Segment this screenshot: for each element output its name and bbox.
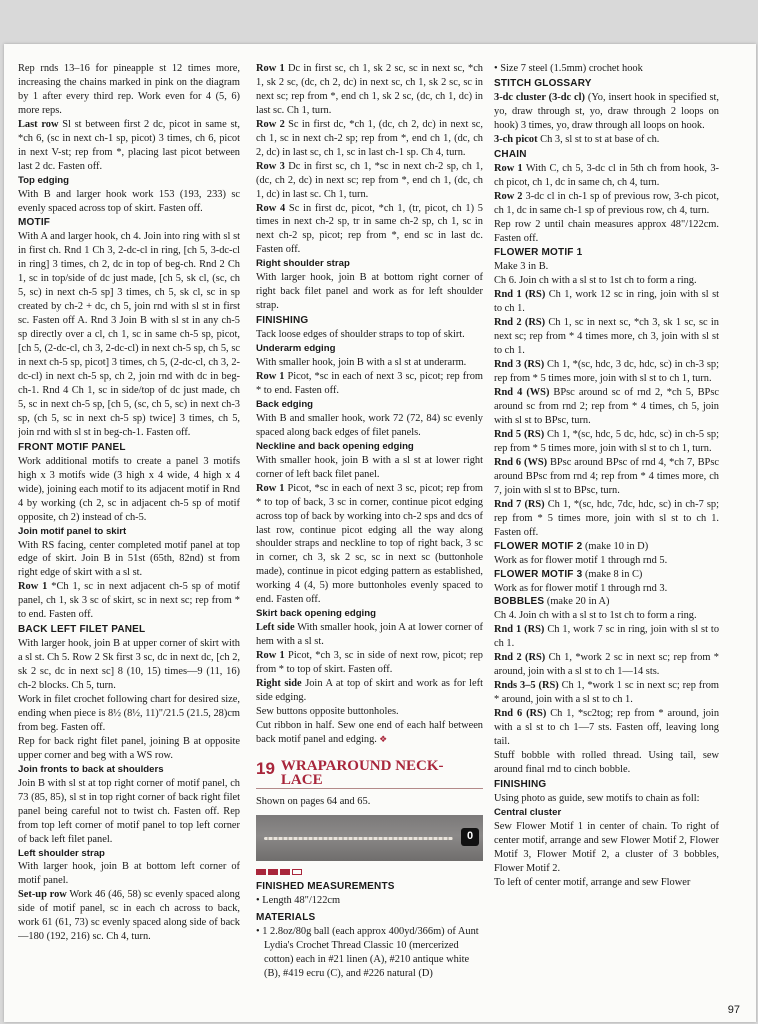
instruction-paragraph: Row 1 Picot, *sc in each of next 3 sc, picot; rep from * to end. Fasten off. — [256, 371, 483, 396]
instruction-paragraph: Rnd 4 (WS) BPsc around sc of rnd 2, *ch 5, BPsc around sc from rnd 2; rep from * 4 times, ch 5, join with sl st to BPsc, turn. — [494, 387, 719, 426]
instruction-paragraph: Rnd 2 (RS) Ch 1, *work 2 sc in next sc; rep from * around, join with a sl st to ch 1—14 sts. — [494, 652, 719, 678]
body-paragraph: Rep row 2 until chain measures approx 48"/122cm. Fasten off. — [494, 218, 719, 244]
body-paragraph: Using photo as guide, sew motifs to chain as foll: — [494, 792, 700, 804]
instruction-label: Rnd 6 (RS) — [494, 708, 547, 720]
body-paragraph: With smaller hook, join B with a sl st at underarm. — [256, 357, 467, 369]
end-mark-icon: ❖ — [376, 733, 388, 744]
body-paragraph: To left of center motif, arrange and sew Flower — [494, 876, 691, 888]
body-paragraph: Make 3 in B. — [494, 261, 549, 273]
project-title: WRAPAROUND NECK- LACE — [280, 757, 444, 788]
instruction-label: Rnd 1 (RS) — [494, 624, 545, 636]
instruction-paragraph: Row 3 Dc in first sc, ch 1, *sc in next ch-2 sp, ch 1, (dc, ch 2, dc) in next sc; rep from *, end ch 1, (dc, ch 1, dc) in last sc. Ch 1, turn. — [256, 160, 483, 200]
skill-level-indicator — [256, 869, 483, 875]
subsection-heading: Skirt back opening edging — [256, 608, 376, 620]
body-paragraph: Stuff bobble with rolled thread. Using tail, sew around final rnd to cinch bobble. — [494, 749, 719, 775]
instruction-paragraph: Rnd 6 (RS) Ch 1, *sc2tog; rep from * around, join with a sl st to ch 1—7 sts. Fasten off, leaving long tail. — [494, 708, 719, 748]
section-heading: MOTIF — [18, 217, 51, 229]
body-paragraph: With larger hook, join B at upper corner of skirt with a sl st. Ch 5. Row 2 Sk first 3 sc, dc in next dc, [ch 2, sk 2 sc, dc in next sc] 8 (10, 15) times—9 (11, 16) ch-2 blocks. Ch 5, turn. — [18, 638, 240, 692]
subsection-heading: Join motif panel to skirt — [18, 525, 127, 537]
body-paragraph: With larger hook, join B at bottom left corner of motif panel. — [18, 861, 240, 887]
finished-measurements-heading: FINISHED MEASUREMENTS — [256, 880, 395, 892]
instruction-label: Rnd 5 (RS) — [494, 428, 545, 440]
page-number: 97 — [727, 1004, 740, 1016]
body-paragraph: Ch 4. Join ch with a sl st to 1st ch to form a ring. — [494, 610, 697, 622]
subsection-heading: Top edging — [18, 174, 69, 186]
instruction-label: Right side — [256, 677, 302, 689]
body-paragraph: With B and larger hook work 153 (193, 233) sc evenly spaced across top of skirt. Fasten off. — [18, 188, 240, 214]
instruction-paragraph: Rnd 6 (WS) BPsc around BPsc of rnd 4, *ch 7, BPsc around BPsc from rnd 4; rep from * 4 times more, ch 7, join with sl st to BPsc, turn. — [494, 456, 719, 496]
photo-badge: 0 — [461, 828, 479, 846]
body-paragraph: Sew Flower Motif 1 in center of chain. To right of center motif, arrange and sew Flower Motif 2, Flower Motif 3, Flower Motif 2, a cluster of 3 bobbles, Flower Motif 2. — [494, 820, 719, 874]
instruction-label: Row 2 — [494, 190, 523, 202]
instruction-label: Row 1 — [256, 482, 285, 494]
instruction-label: Rnd 3 (RS) — [494, 359, 545, 371]
instruction-label: Row 3 — [256, 160, 285, 172]
skill-bar-filled — [256, 869, 266, 875]
instruction-label: Row 1 — [256, 371, 285, 383]
instruction-label: Rnd 4 (WS) — [494, 387, 550, 399]
instruction-label: Rnd 6 (WS) — [494, 456, 548, 468]
instruction-paragraph: Rnd 5 (RS) Ch 1, *(sc, hdc, 5 dc, hdc, sc) in ch-5 sp; rep from * 5 times more, join with sl st to ch 1, turn. — [494, 428, 719, 454]
instruction-label: 3-ch picot — [494, 133, 538, 145]
body-paragraph: Sew buttons opposite buttonholes. — [256, 705, 399, 717]
body-paragraph: Rep for back right filet panel, joining B at opposite upper corner and beg with a WS row. — [18, 735, 240, 761]
instruction-paragraph: Row 4 Sc in first dc, picot, *ch 1, (tr, picot, ch 1) 5 times in next ch-2 sp, tr in same ch-2 sp, ch 1, sc in next ch-2 sp, picot; rep from *, end sc in last dc. Fasten off. — [256, 202, 483, 256]
necklace-strand-image — [264, 837, 453, 840]
body-paragraph: Work as for flower motif 1 through rnd 3. — [494, 582, 668, 594]
section-heading: STITCH GLOSSARY — [494, 77, 592, 89]
instruction-label: 3-dc cluster (3-dc cl) — [494, 91, 585, 103]
body-paragraph: With A and larger hook, ch 4. Join into ring with sl st in first ch. Rnd 1 Ch 3, 2-dc-cl in ring, [ch 5, 3-dc-cl in ring] 3 times, ch 2, dc in top of beg-ch. Rnd 2 Ch 1, sc in top/side of dc just made, [ch 5, sk cl, (sc, ch 5, sc) in next ch-5 sp] 3 times, ch 5, sk cl, sc in sp created by ch-2 + dc, ch 5, join rnd with sl st in first sc. Fasten off A. Rnd 3 Join B with sl st in any ch-5 sp directly over a cl, ch 1, sc in same ch-5 sp, picot, [ch 5, (2-dc-cl, ch 3, 2-dc-cl) in next ch-5 sp, ch 5, sc in next ch-5 sp, picot] 3 times, ch 5, (2-dc-cl, ch 3, 2-dc-cl) in next ch-5 sp, ch 2, join rnd with dc in beg-ch-1. Rnd 4 Ch 1, sc in side/top of dc just made, ch 5, sc in next ch-5 sp, [ch 5, (sc, ch 5, sc) in next ch-3 sp, (ch 5, sc in next ch-5 sp) twice] 3 times, ch 5, join rnd with sl st in beg-ch-1. Fasten off. — [18, 231, 240, 438]
body-paragraph: Join B with sl st at top right corner of motif panel, ch 73 (85, 85), sl st in top right corner of back right filet panel being careful not to twist ch. Fasten off. Rep from top left corner of motif panel to top left corner of back left filet panel. — [18, 777, 240, 845]
document-page — [4, 44, 756, 1022]
instruction-paragraph: Rnd 1 (RS) Ch 1, work 12 sc in ring, join with sl st to ch 1. — [494, 289, 719, 315]
instruction-label: Row 1 — [18, 581, 48, 593]
instruction-label: Last row — [18, 118, 59, 130]
instruction-label: Rnd 2 (RS) — [494, 317, 546, 329]
section-heading: CHAIN — [494, 148, 527, 160]
instruction-label: Set-up row — [18, 889, 67, 901]
instruction-paragraph: Row 1 With C, ch 5, 3-dc cl in 5th ch from hook, 3-ch picot, ch 1, dc in same ch, ch 4, turn. — [494, 162, 719, 188]
section-heading: FLOWER MOTIF 3 (make 8 in C) — [494, 568, 643, 580]
instruction-paragraph: Rnd 2 (RS) Ch 1, sc in next sc, *ch 3, sk 1 sc, sc in next sc; rep from * 4 times more, ch 3, join with sl st to ch 1. — [494, 317, 719, 357]
instruction-label: Left side — [256, 622, 295, 634]
column-2-body — [256, 62, 483, 747]
project-number: 19 — [256, 758, 275, 778]
section-heading: BOBBLES (make 20 in A) — [494, 596, 610, 608]
section-heading: BACK LEFT FILET PANEL — [18, 624, 146, 636]
body-paragraph: Work as for flower motif 1 through rnd 5. — [494, 554, 668, 566]
body-paragraph: Work additional motifs to create a panel 3 motifs high x 3 motifs wide (3 high x 4 wide, 4 high x 4 wide), joining each motif to its adjacent motif in Rnd 4 by working (ch 2, sc in adjacent ch-5 sp of motif opposite, ch 2) instead of ch-5. — [18, 455, 240, 523]
section-heading: FINISHING — [494, 778, 547, 790]
instruction-paragraph: Left side With smaller hook, join A at lower corner of hem with a sl st. — [256, 622, 483, 648]
instruction-label: Rnd 2 (RS) — [494, 652, 546, 664]
body-paragraph: Tack loose edges of shoulder straps to top of skirt. — [256, 329, 465, 341]
subsection-heading: Back edging — [256, 398, 314, 410]
skill-bar-empty — [292, 869, 302, 875]
subsection-heading: Neckline and back opening edging — [256, 440, 414, 452]
instruction-label: Row 1 — [256, 650, 285, 662]
section-heading: FLOWER MOTIF 1 — [494, 247, 583, 259]
subsection-heading: Join fronts to back at shoulders — [18, 763, 164, 775]
section-heading: FLOWER MOTIF 2 (make 10 in D) — [494, 540, 649, 552]
instruction-paragraph: Right side Join A at top of skirt and work as for left side edging. — [256, 677, 483, 703]
instruction-paragraph: Last row Sl st between first 2 dc, picot in same st, *ch 6, (sc in next ch-1 sp, picot) 3 times, ch 6, picot in next V-st; rep from *, placing last picot between last 2 dc. Fasten off. — [18, 118, 240, 172]
instruction-paragraph: Rnd 7 (RS) Ch 1, *(sc, hdc, 7dc, hdc, sc) in ch-7 sp; rep from * 5 times more, join with sl st to ch 1. Fasten off. — [494, 498, 719, 538]
skill-bar-filled — [268, 869, 278, 875]
instruction-label: Rnd 7 (RS) — [494, 498, 545, 510]
body-paragraph: Work in filet crochet following chart for desired size, ending when piece is 8½ (8½, 11)"/21.5 (21.5, 28)cm from beg. Fasten off. — [18, 694, 240, 733]
instruction-paragraph: 3-ch picot Ch 3, sl st to st at base of ch. — [494, 133, 660, 145]
subsection-heading: Left shoulder strap — [18, 847, 105, 859]
subsection-heading: Central cluster — [494, 806, 562, 818]
instruction-paragraph: Row 2 Sc in first dc, *ch 1, (dc, ch 2, dc) in next sc, ch 1, sc in next ch-2 sp; rep from *, end ch 1, (dc, ch 2, dc) in last sc, ch 1, sc in last ch-1 sp. Ch 4, turn. — [256, 118, 483, 158]
instruction-label: Row 1 — [256, 63, 285, 74]
section-heading: FRONT MOTIF PANEL — [18, 441, 126, 453]
section-heading: FINISHING — [256, 315, 309, 327]
instruction-paragraph: Row 1 *Ch 1, sc in next adjacent ch-5 sp of motif panel, ch 1, sk 3 sc of skirt, sc in next sc; rep from * to end. Fasten off. — [18, 581, 240, 621]
column-2 — [256, 62, 483, 980]
instruction-paragraph: Set-up row Work 46 (46, 58) sc evenly spaced along side of motif panel, sc in each ch across to back, work 61 (61, 73) sc evenly spaced along side of back—180 (192, 216) sc. Ch 4, turn. — [18, 889, 240, 943]
column-1 — [18, 62, 240, 944]
body-paragraph: With RS facing, center completed motif panel at top edge of skirt. Join B in 51st (65th, 82nd) st from right edge of skirt with a sl st. — [18, 539, 240, 579]
column-3 — [494, 62, 719, 890]
materials-heading: MATERIALS — [256, 911, 316, 923]
subsection-heading: Right shoulder strap — [256, 258, 350, 270]
necklace-photo — [256, 815, 483, 861]
instruction-label: Rnds 3–5 (RS) — [494, 680, 559, 692]
instruction-label: Rnd 1 (RS) — [494, 289, 546, 301]
instruction-label: Row 1 — [494, 162, 523, 174]
instruction-label: Row 2 — [256, 118, 285, 130]
shown-on-text: Shown on pages 64 and 65. — [256, 795, 371, 807]
body-paragraph: With larger hook, join B at bottom right corner of right back filet panel and work as for left shoulder strap. — [256, 272, 483, 312]
subsection-heading: Underarm edging — [256, 343, 336, 355]
instruction-paragraph: Rnds 3–5 (RS) Ch 1, *work 1 sc in next sc; rep from * around, join with a sl st to ch 1. — [494, 680, 719, 706]
materials-item: • 1 2.8oz/80g ball (each approx 400yd/366m) of Aunt Lydia's Crochet Thread Classic 10 (mercerized cotton) each in #21 linen (A), #210 antique white (B), #419 ecru (C), and #226 natural (D) — [256, 925, 479, 979]
instruction-paragraph: Rnd 1 (RS) Ch 1, work 7 sc in ring, join with sl st to ch 1. — [494, 624, 719, 650]
instruction-paragraph: 3-dc cluster (3-dc cl) (Yo, insert hook in specified st, yo, draw through st, yo, draw through 2 loops on hook) 3 times, yo, draw through all loops on hook. — [494, 91, 719, 131]
instruction-paragraph: Row 2 3-dc cl in ch-1 sp of previous row, 3-ch picot, ch 1, dc in same ch-1 sp of previous row, ch 4, turn. — [494, 190, 719, 216]
instruction-paragraph: Rnd 3 (RS) Ch 1, *(sc, hdc, 3 dc, hdc, sc) in ch-3 sp; rep from * 5 times more, join with sl st to ch 1, turn. — [494, 359, 719, 385]
body-paragraph: Cut ribbon in half. Sew one end of each half between back motif panel and edging. ❖ — [256, 719, 483, 745]
instruction-paragraph: Row 1 Dc in first sc, ch 1, sk 2 sc, sc in next sc, *ch 1, sk 2 sc, (dc, ch 2, dc) in next sc, ch 1, sk 2 sc, sc in next sc; rep from *, end ch 1, sk 2 sc, (dc, ch 1, dc) in last sc. Ch 1, turn. — [256, 63, 483, 116]
body-paragraph: Rep rnds 13–16 for pineapple st 12 times more, increasing the chains marked in pink on the diagram by 1 after every third rep. Work even for 4 (5, 6) more reps. — [18, 63, 240, 116]
project-header — [256, 759, 483, 789]
instruction-label: Row 4 — [256, 202, 286, 214]
body-paragraph: With B and smaller hook, work 72 (72, 84) sc evenly spaced along back edges of filet panels. — [256, 412, 483, 438]
instruction-paragraph: Row 1 Picot, *ch 3, sc in side of next row, picot; rep from * to top of skirt. Fasten off. — [256, 650, 483, 676]
skill-bar-filled — [280, 869, 290, 875]
finished-measurements-item: • Length 48"/122cm — [256, 894, 341, 906]
body-paragraph: With smaller hook, join B with a sl st at lower right corner of left back filet panel. — [256, 454, 483, 480]
instruction-paragraph: Row 1 Picot, *sc in each of next 3 sc, picot; rep from * to top of back, 3 sc in corner, continue picot edging across top of back by working into ch-2 sps and dcs of last row, continue picot edging all the way along shoulder straps and neckline to top of right back, 3 sc in corner, ch 3, sk 2 sc, sc in next sc (buttonhole made), continue in picot edging pattern as established, working 4 (4, 5) more buttonholes evenly spaced to end. Fasten off. — [256, 482, 483, 606]
body-paragraph: Ch 6. Join ch with a sl st to 1st ch to form a ring. — [494, 275, 697, 287]
bullet-item: • Size 7 steel (1.5mm) crochet hook — [494, 63, 643, 74]
